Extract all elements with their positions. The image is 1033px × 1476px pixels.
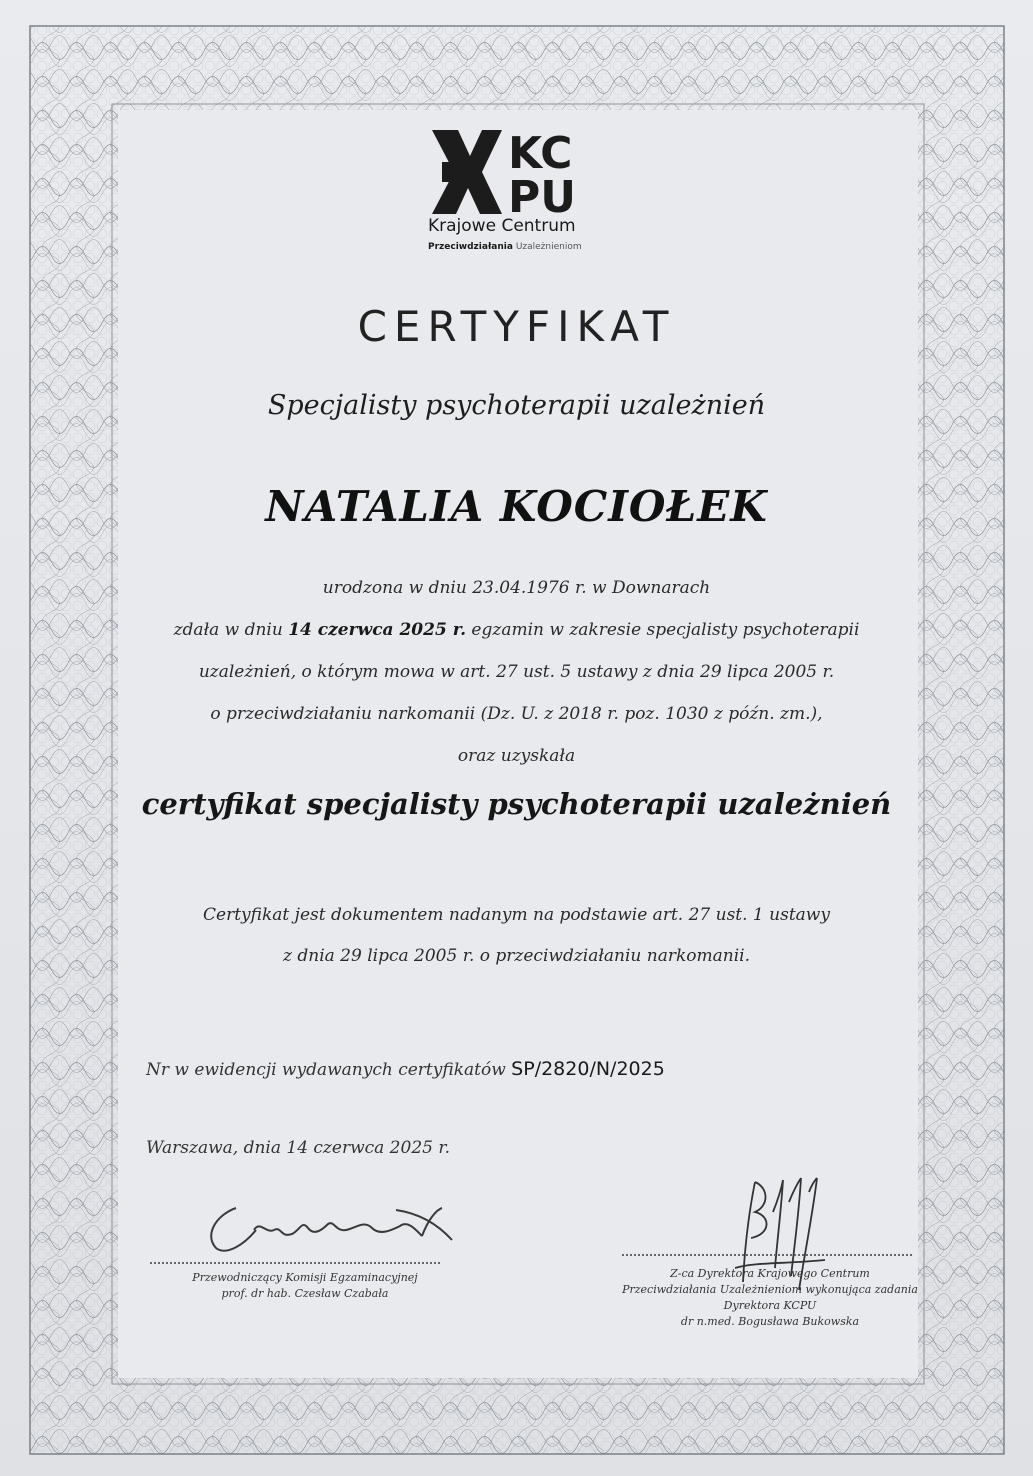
right-signature-role-3: Dyrektora KCPU [723,1299,817,1312]
passed-line [0,620,1033,640]
registry-label: Nr w ewidencji wydawanych certyfikatów [146,1060,506,1080]
left-signature-line [150,1262,440,1264]
registry-line [146,1058,665,1080]
kcpu-mark-bottom: PU [508,172,576,218]
law-line-2: o przeciwdziałaniu narkomanii (Dz. U. z 2018 r. poz. 1030 z późn. zm.), [210,704,823,724]
right-signature-role-1: Z-ca Dyrektora Krajowego Centrum [670,1267,870,1280]
left-signature-role: Przewodniczący Komisji Egzaminacyjnej [192,1271,418,1284]
passed-date: 14 czerwca 2025 r. [288,620,467,640]
born-line: urodzona w dniu 23.04.1976 r. w Downarach [322,578,711,598]
right-signature-line [622,1254,912,1256]
certificate-title: CERTYFIKAT [357,302,676,351]
right-signature-caption [600,1266,940,1330]
passed-prefix: zdała w dniu [173,620,289,640]
kcpu-mark-icon [428,126,608,218]
note-line-1: Certyfikat jest dokumentem nadanym na podstawie art. 27 ust. 1 ustawy [203,905,830,925]
logo-line1: Krajowe Centrum [428,216,576,236]
recipient-name: NATALIA KOCIOŁEK [265,482,768,531]
right-signature-name: dr n.med. Bogusława Bukowska [680,1315,860,1328]
registry-number: SP/2820/N/2025 [511,1058,665,1080]
passed-suffix: egzamin w zakresie specjalisty psychoterapii [466,620,860,640]
logo-line2-light: Uzależnieniom [515,242,582,252]
certificate-type: certyfikat specjalisty psychoterapii uzależnień [141,787,892,821]
logo-line2-bold: Przeciwdziałania [428,242,513,252]
obtained-line: oraz uzyskała [457,746,576,766]
left-signature-mark [196,1190,466,1260]
law-line-1: uzależnień, o którym mowa w art. 27 ust. 5 ustawy z dnia 29 lipca 2005 r. [198,662,835,682]
left-signature-name: prof. dr hab. Czesław Czabała [221,1287,389,1300]
kcpu-mark-top: KC [508,128,573,179]
right-signature-role-2: Przeciwdziałania Uzależnieniom wykonująca zadania [622,1283,918,1296]
certificate-subtitle: Specjalisty psychoterapii uzależnień [267,390,766,421]
left-signature-caption [150,1270,460,1302]
place-and-date: Warszawa, dnia 14 czerwca 2025 r. [146,1138,451,1158]
note-line-2: z dnia 29 lipca 2005 r. o przeciwdziałaniu narkomanii. [283,946,750,966]
kcpu-logo [428,126,608,266]
logo-line2 [428,242,608,252]
